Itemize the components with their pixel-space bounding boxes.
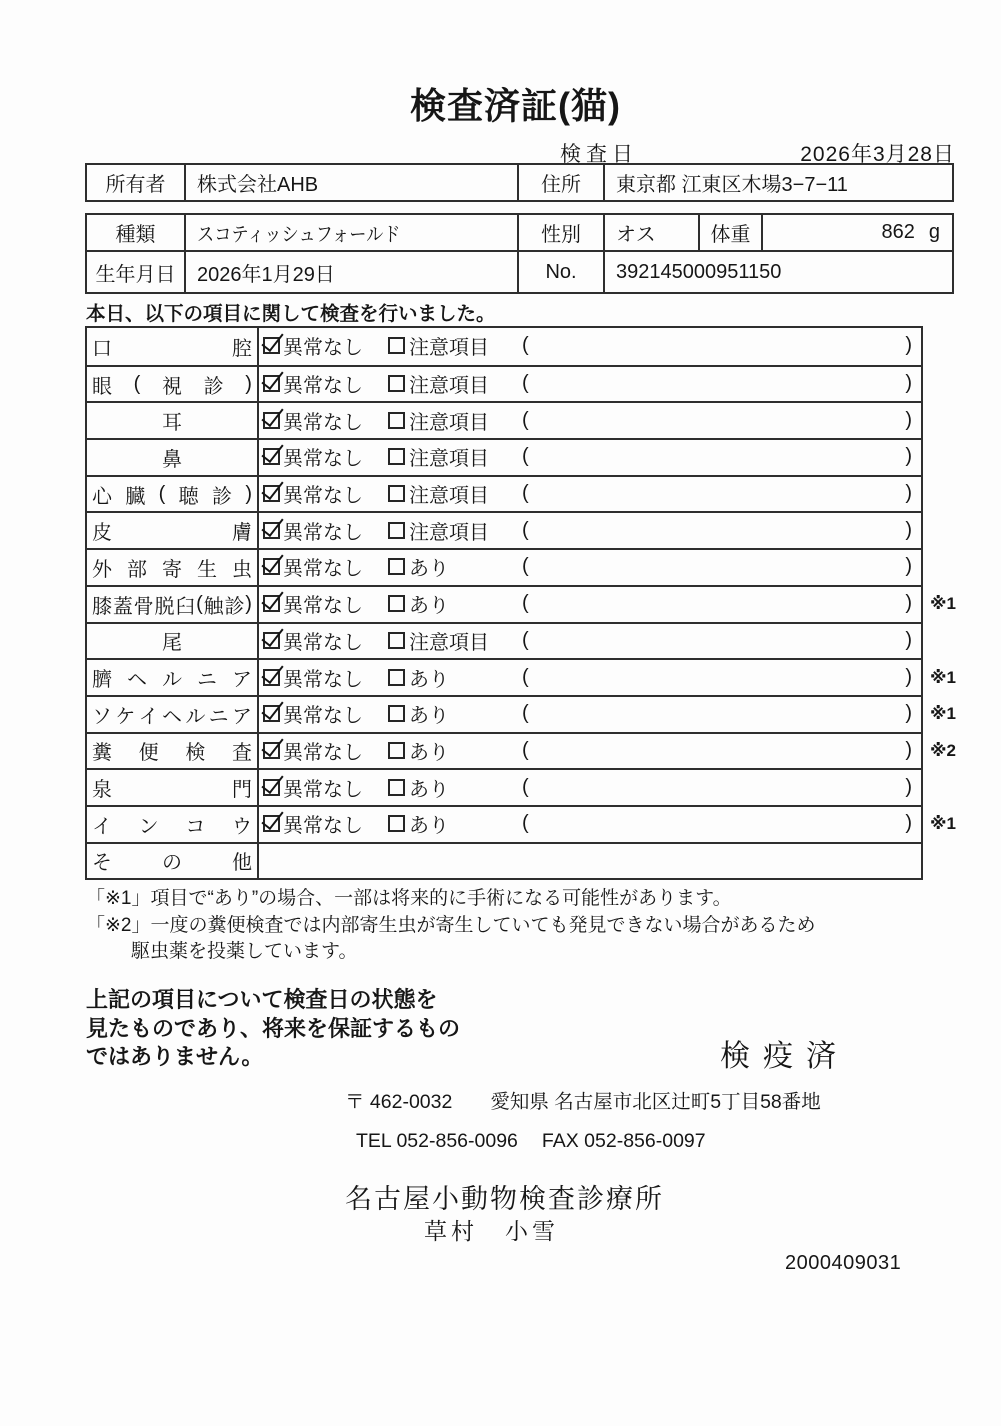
second-option-label: 注意項目 [409,448,489,471]
no-abnormality-checkbox-checked [263,742,280,759]
checklist-item-label: 膝 蓋 骨 脱 臼 ( 触 診 ) [87,587,259,622]
second-option-checkbox-unchecked [388,412,405,429]
second-option-label: あり [409,815,449,838]
checklist-item-value [259,403,921,438]
no-abnormality-checkbox-checked [263,815,280,832]
second-option-checkbox-unchecked [388,815,405,832]
remarks-open-paren: ( [522,592,529,615]
checklist-row [87,548,921,585]
checklist-row [87,695,956,732]
no-abnormality-checkbox-checked [263,375,280,392]
checkbox-box [388,337,405,354]
disclaimer-line-2: 見たものであり、将来を保証するもの [86,1015,461,1041]
birth-value: 2026年1月29日 [186,252,519,292]
no-abnormality-label: 異常なし [283,741,363,764]
remarks-open-paren: ( [522,482,529,505]
footnote-ref: ※1 [930,814,956,834]
birth-label: 生年月日 [87,252,186,292]
remarks-open-paren: ( [522,775,529,798]
no-abnormality-label: 異常なし [283,668,363,691]
checkbox-box [388,632,405,649]
intro-text: 本日、以下の項目に関して検査を行いました。 [86,303,496,325]
remarks-close-paren: ) [905,482,912,505]
checklist-row [87,438,921,475]
checklist-row [87,658,956,695]
checklist-item-value [259,513,921,548]
checklist-row [87,585,956,622]
second-option-label: あり [409,741,449,764]
checklist-row [87,768,921,805]
no-abnormality-checkbox-checked [263,632,280,649]
checklist-item-label: イ ン コ ウ [87,807,259,842]
remarks-open-paren: ( [522,665,529,688]
clinic-fax: FAX 052-856-0097 [541,1130,706,1152]
no-abnormality-checkbox-checked [263,669,280,686]
checkbox-box [388,595,405,612]
footnote-ref: ※1 [930,704,956,724]
checkbox-box [388,375,405,392]
remarks-open-paren: ( [522,628,529,651]
disclaimer-text [86,986,460,1072]
document-number: 2000409031 [785,1252,902,1274]
checklist-row [87,328,921,365]
remarks-close-paren: ) [905,738,912,761]
owner-value: 株式会社AHB [186,165,519,200]
owner-label: 所有者 [87,165,186,200]
checklist-row [87,365,921,402]
no-abnormality-label: 異常なし [283,411,363,434]
check-mark-icon [261,586,283,610]
birth-row [87,252,952,292]
no-abnormality-checkbox-checked [263,595,280,612]
checklist-item-value [259,587,921,622]
checkbox-box [388,742,405,759]
second-option-checkbox-unchecked [388,375,405,392]
checkbox-box [388,448,405,465]
no-abnormality-checkbox-checked [263,485,280,502]
weight-value: 862 [881,221,915,243]
no-abnormality-checkbox-checked [263,558,280,575]
checklist-item-value [259,697,921,732]
sex-label: 性別 [519,215,605,250]
checkbox-box [388,815,405,832]
check-mark-icon [261,403,283,427]
remarks-open-paren: ( [522,445,529,468]
checklist-row [87,805,956,842]
check-mark-icon [261,623,283,647]
quarantine-stamp: 検疫済 [720,1040,849,1073]
remarks-close-paren: ) [905,702,912,725]
remarks-close-paren: ) [905,592,912,615]
checklist-item-label: 鼻 [87,440,259,475]
check-mark-icon [261,696,283,720]
checklist-item-value [259,844,921,879]
second-option-checkbox-unchecked [388,779,405,796]
remarks-open-paren: ( [522,518,529,541]
weight-unit: g [928,221,940,243]
checklist-item-label: 臍 ヘ ル ニ ア [87,660,259,695]
owner-row [87,165,952,200]
no-abnormality-label: 異常なし [283,631,363,654]
checkbox-box [388,558,405,575]
no-abnormality-checkbox-checked [263,412,280,429]
no-abnormality-label: 異常なし [283,448,363,471]
breed-label: 種類 [87,215,186,250]
remarks-close-paren: ) [905,628,912,651]
checklist-item-value [259,770,921,805]
second-option-label: 注意項目 [409,374,489,397]
second-option-label: あり [409,558,449,581]
remarks-close-paren: ) [905,518,912,541]
disclaimer-line-3: ではありません。 [86,1044,264,1069]
no-abnormality-label: 異常なし [283,521,363,544]
checklist-item-label: 外 部 寄 生 虫 [87,550,259,585]
check-mark-icon [261,513,283,537]
checklist-table [85,326,956,880]
checklist-item-label: ソ ケ イ ヘ ル ニ ア [87,697,259,732]
checkbox-box [388,412,405,429]
address-value: 東京都 江東区木場3−7−11 [616,174,848,196]
checkbox-box [388,669,405,686]
checklist-item-label: 口 腔 [87,328,259,365]
no-value: 392145000951150 [616,260,782,283]
remarks-close-paren: ) [905,665,912,688]
footnote-ref: ※1 [930,594,956,614]
second-option-label: 注意項目 [409,631,489,654]
second-option-checkbox-unchecked [388,522,405,539]
second-option-label: あり [409,595,449,618]
no-label: No. [519,252,605,292]
second-option-checkbox-unchecked [388,669,405,686]
no-abnormality-checkbox-checked [263,337,280,354]
no-abnormality-label: 異常なし [283,595,363,618]
animal-info-table [85,213,954,294]
checklist-item-value [259,807,921,842]
checklist-row [87,401,921,438]
no-abnormality-label: 異常なし [283,705,363,728]
veterinarian-name: 草村 小雪 [424,1218,559,1244]
footnote-ref: ※1 [930,667,956,687]
checkbox-box [388,779,405,796]
no-abnormality-label: 異常なし [283,778,363,801]
checklist-item-label: 耳 [87,403,259,438]
no-abnormality-checkbox-checked [263,522,280,539]
footnote-ref: ※2 [930,740,956,760]
disclaimer-line-1: 上記の項目について検査日の状態を [86,987,438,1012]
breed-text: スコティッシュフォールド [197,224,401,246]
checklist-item-label: 皮 膚 [87,513,259,548]
no-abnormality-checkbox-checked [263,705,280,722]
owner-table [85,163,954,202]
second-option-checkbox-unchecked [388,632,405,649]
check-mark-icon [261,366,283,390]
breed-value [186,215,519,250]
second-option-label: あり [409,705,449,728]
checklist-item-label: 尾 [87,624,259,659]
document-title: 検査済証(猫) [410,85,621,126]
no-abnormality-label: 異常なし [283,485,363,508]
address-label: 住所 [519,165,605,200]
check-mark-icon [261,733,283,757]
checkbox-box [388,485,405,502]
remarks-open-paren: ( [522,812,529,835]
second-option-checkbox-unchecked [388,595,405,612]
footnote-2: 「※2」一度の糞便検査では内部寄生虫が寄生していても発見できない場合があるため [86,915,816,936]
checklist-item-value [259,660,921,695]
remarks-open-paren: ( [522,555,529,578]
checklist-item-value [259,550,921,585]
remarks-close-paren: ) [905,555,912,578]
sex-value: オス [605,215,700,250]
inspection-date-value: 2026年3月28日 [800,143,955,166]
checklist-item-label: 泉 門 [87,770,259,805]
second-option-label: あり [409,778,449,801]
checkbox-box [388,705,405,722]
no-abnormality-label: 異常なし [283,815,363,838]
second-option-checkbox-unchecked [388,742,405,759]
second-option-checkbox-unchecked [388,485,405,502]
second-option-label: 注意項目 [409,485,489,508]
check-mark-icon [261,770,283,794]
footnote-2-continued: 駆虫薬を投薬しています。 [131,941,358,962]
checkbox-box [388,522,405,539]
check-mark-icon [261,659,283,683]
remarks-open-paren: ( [522,408,529,431]
weight-label: 体重 [700,215,763,250]
checklist-item-value [259,477,921,512]
checklist-item-label: 心 臓 ( 聴 診 ) [87,477,259,512]
remarks-open-paren: ( [522,738,529,761]
checklist-row [87,511,921,548]
checklist-item-value [259,624,921,659]
no-abnormality-label: 異常なし [283,374,363,397]
second-option-checkbox-unchecked [388,448,405,465]
second-option-label: 注意項目 [409,521,489,544]
checklist-row [87,622,921,659]
second-option-checkbox-unchecked [388,558,405,575]
clinic-address: 愛知県 名古屋市北区辻町5丁目58番地 [490,1091,821,1113]
remarks-open-paren: ( [522,372,529,395]
second-option-label: 注意項目 [409,337,489,360]
clinic-postal-code: 〒 462-0032 [345,1091,453,1113]
no-abnormality-checkbox-checked [263,779,280,796]
remarks-close-paren: ) [905,408,912,431]
remarks-open-paren: ( [522,702,529,725]
checklist-item-label: 眼 ( 視 診 ) [87,367,259,402]
breed-row [87,215,952,252]
clinic-tel: TEL 052-856-0096 [356,1130,518,1152]
checklist-item-value [259,734,921,769]
footnote-1: 「※1」項目で“あり”の場合、一部は将来的に手術になる可能性があります。 [86,888,732,909]
clinic-phone-line [356,1130,706,1153]
no-abnormality-checkbox-checked [263,448,280,465]
remarks-open-paren: ( [522,334,529,357]
checklist-row [87,475,921,512]
remarks-close-paren: ) [905,812,912,835]
no-abnormality-label: 異常なし [283,558,363,581]
checklist-item-value [259,367,921,402]
inspection-date-label: 検査日 [560,143,638,166]
remarks-close-paren: ) [905,372,912,395]
weight-value-cell [763,215,952,250]
second-option-label: 注意項目 [409,411,489,434]
checklist-item-value [259,328,921,365]
checklist-row [87,842,921,879]
second-option-label: あり [409,668,449,691]
second-option-checkbox-unchecked [388,337,405,354]
checklist-item-value [259,440,921,475]
second-option-checkbox-unchecked [388,705,405,722]
remarks-close-paren: ) [905,775,912,798]
no-abnormality-label: 異常なし [283,337,363,360]
clinic-address-line [345,1086,821,1114]
checklist-item-label: 糞 便 検 査 [87,734,259,769]
check-mark-icon [261,476,283,500]
remarks-close-paren: ) [905,334,912,357]
checklist-row [87,732,956,769]
checklist-item-label: そ の 他 [87,844,259,879]
clinic-name: 名古屋小動物検査診療所 [345,1184,664,1214]
remarks-close-paren: ) [905,445,912,468]
